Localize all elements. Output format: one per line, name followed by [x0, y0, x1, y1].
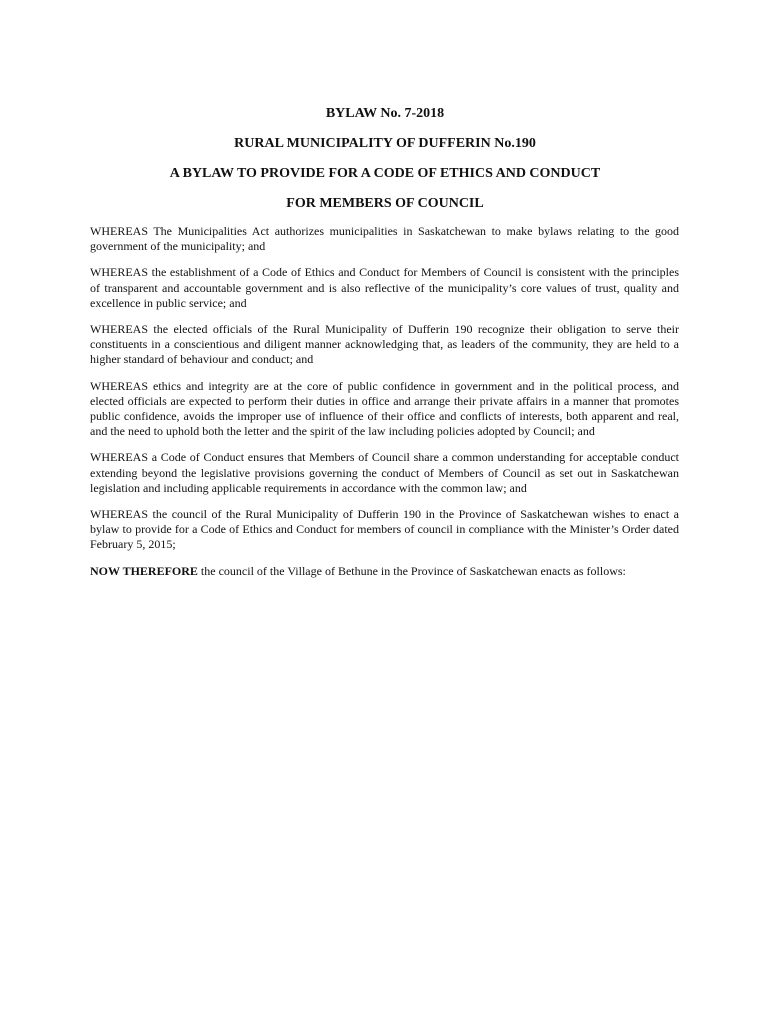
enactment-paragraph: [90, 564, 679, 579]
municipality-heading: RURAL MUNICIPALITY OF DUFFERIN No.190: [234, 136, 536, 151]
whereas-paragraph-5: WHEREAS a Code of Conduct ensures that Members of Council share a common understanding for acceptable conduct extending beyond the legislative provisions governing the conduct of Members of Council as set out in Saskatchewan legislation and including applicable requirements in accordance with the common law; and: [90, 450, 679, 495]
enactment-text: the council of the Village of Bethune in the Province of Saskatchewan enacts as follows:: [197, 563, 626, 578]
enactment-lead: NOW THEREFORE: [90, 563, 198, 578]
whereas-paragraph-6: WHEREAS the council of the Rural Municipality of Dufferin 190 in the Province of Saskatchewan wishes to enact a bylaw to provide for a Code of Ethics and Conduct for members of council in compliance with the Minister’s Order dated February 5, 2015;: [90, 507, 679, 552]
whereas-paragraph-3: WHEREAS the elected officials of the Rural Municipality of Dufferin 190 recognize their obligation to serve their constituents in a conscientious and diligent manner acknowledging that, as leaders of the community, they are held to a higher standard of behaviour and conduct; and: [90, 322, 679, 367]
bylaw-title-heading: A BYLAW TO PROVIDE FOR A CODE OF ETHICS AND CONDUCT: [169, 166, 601, 181]
bylaw-subtitle-heading: FOR MEMBERS OF COUNCIL: [286, 196, 484, 211]
whereas-paragraph-2: WHEREAS the establishment of a Code of Ethics and Conduct for Members of Council is consistent with the principles of transparent and accountable government and is also reflective of the municipality’s core values of trust, quality and excellence in public service; and: [90, 265, 679, 310]
whereas-paragraph-1: WHEREAS The Municipalities Act authorizes municipalities in Saskatchewan to make bylaws relating to the good government of the municipality; and: [90, 224, 679, 254]
document-body: [90, 224, 679, 590]
whereas-paragraph-4: WHEREAS ethics and integrity are at the core of public confidence in government and in the political process, and elected officials are expected to perform their duties in office and arrange their private affairs in a manner that promotes public confidence, avoids the improper use of influence of their office and conflicts of interests, both apparent and real, and the need to uphold both the letter and the spirit of the law including policies adopted by Council; and: [90, 378, 679, 439]
bylaw-number-heading: BYLAW No. 7-2018: [325, 106, 445, 121]
